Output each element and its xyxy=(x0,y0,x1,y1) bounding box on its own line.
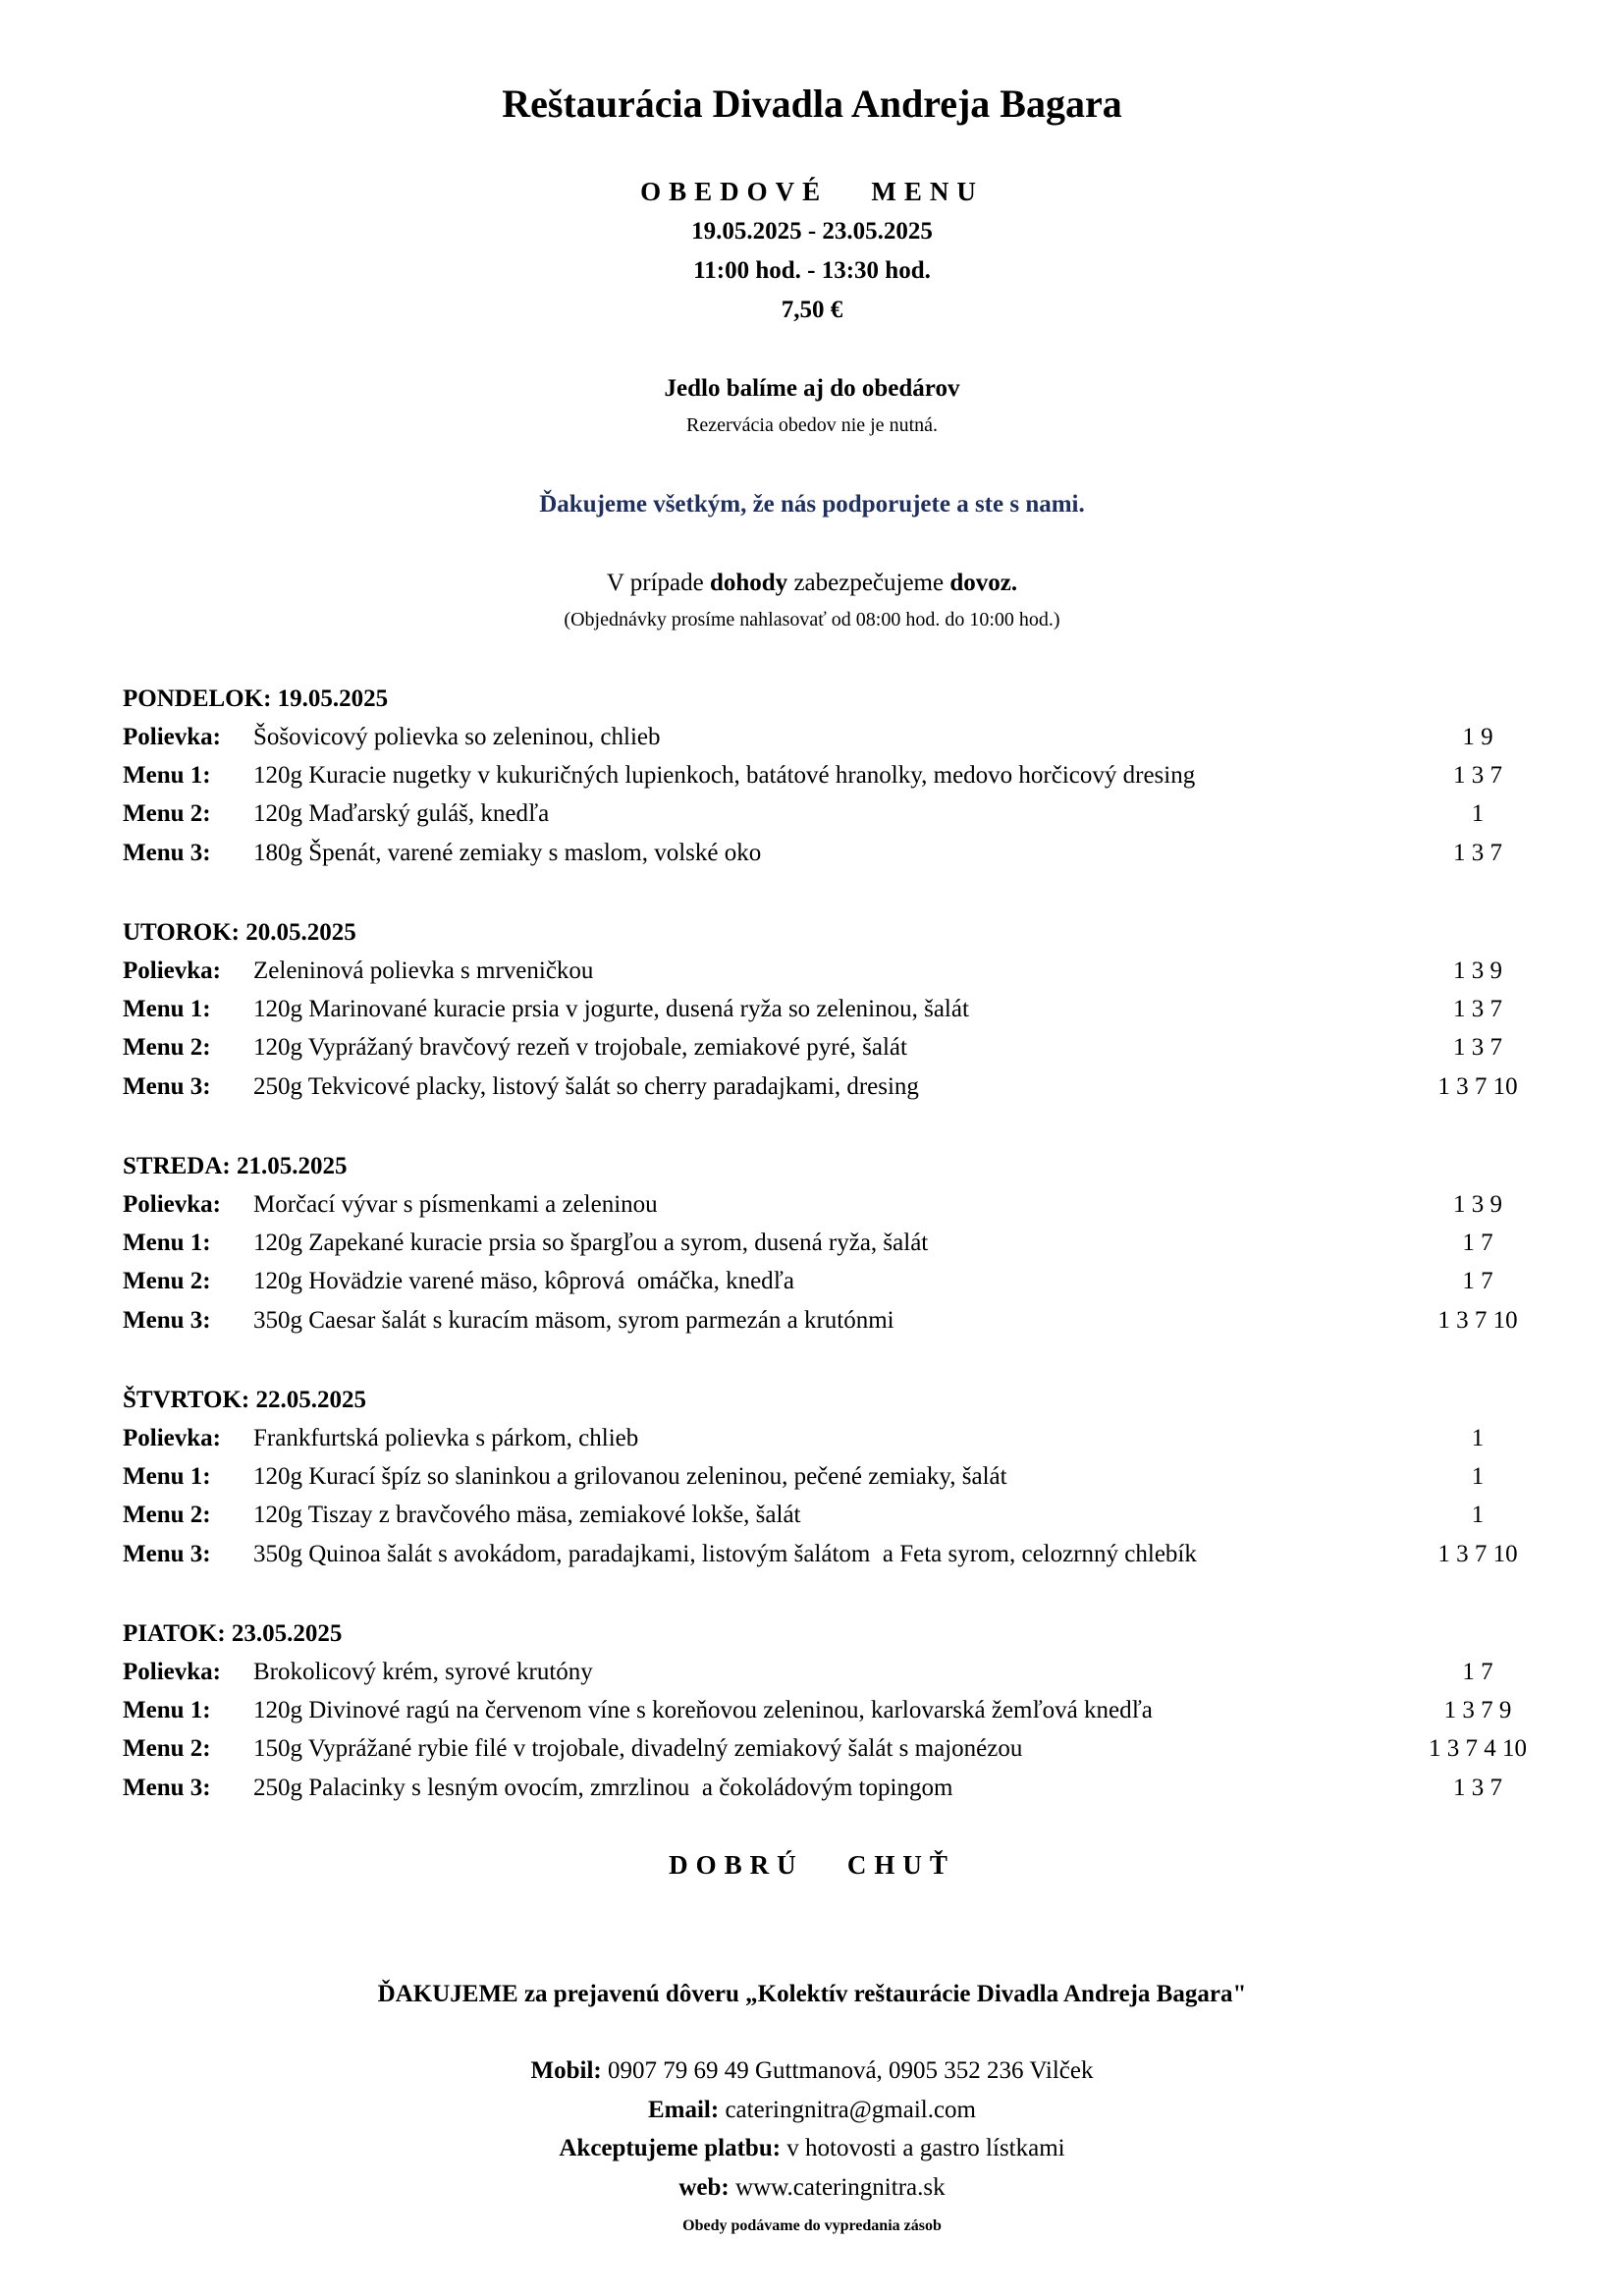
row-allergens: 1 3 7 xyxy=(1453,996,1502,1022)
menu-row xyxy=(0,839,1624,878)
menu-row xyxy=(0,1306,1624,1345)
row-allergens: 1 3 7 4 10 xyxy=(1429,1735,1527,1762)
menu-row xyxy=(0,1540,1624,1579)
contact-web xyxy=(0,2174,1624,2202)
packing-note: Jedlo balíme aj do obedárov xyxy=(664,375,960,402)
web-value: www.cateringnitra.sk xyxy=(735,2174,946,2201)
menu-row xyxy=(0,799,1624,839)
mobile-label: Mobil: xyxy=(530,2057,602,2084)
row-label: Menu 2: xyxy=(123,1502,211,1528)
row-label: Menu 2: xyxy=(123,1735,211,1762)
menu-row xyxy=(0,1774,1624,1813)
menu-row xyxy=(0,1658,1624,1697)
delivery-bold-agreement: dohody xyxy=(709,570,788,596)
menu-row xyxy=(0,1267,1624,1306)
row-allergens: 1 3 7 10 xyxy=(1437,1073,1518,1100)
row-allergens: 1 3 9 xyxy=(1453,957,1502,984)
row-dish: 180g Špenát, varené zemiaky s maslom, volské oko xyxy=(253,840,762,866)
row-dish: Frankfurtská polievka s párkom, chlieb xyxy=(253,1425,639,1451)
row-label: Menu 2: xyxy=(123,800,211,827)
menu-heading: OBEDOVÉ MENU xyxy=(640,177,984,206)
row-allergens: 1 3 7 10 xyxy=(1437,1307,1518,1334)
row-dish: 350g Caesar šalát s kuracím mäsom, syrom parmezán a krutónmi xyxy=(253,1307,894,1334)
row-allergens: 1 3 7 xyxy=(1453,1034,1502,1061)
row-label: Polievka: xyxy=(123,1425,221,1451)
row-dish: Brokolicový krém, syrové krutóny xyxy=(253,1659,593,1685)
bon-appetit: DOBRÚ CHUŤ xyxy=(669,1850,955,1880)
menu-row xyxy=(0,1033,1624,1072)
menu-row xyxy=(0,995,1624,1034)
row-allergens: 1 xyxy=(1471,1425,1485,1451)
day-title: STREDA: 21.05.2025 xyxy=(123,1153,348,1179)
delivery-mid: zabezpečujeme xyxy=(793,570,945,596)
web-label: web: xyxy=(678,2174,730,2201)
row-label: Polievka: xyxy=(123,957,221,984)
row-allergens: 1 3 7 xyxy=(1453,840,1502,866)
delivery-bold-delivery: dovoz. xyxy=(949,570,1018,596)
email-value: cateringnitra@gmail.com xyxy=(725,2097,977,2123)
row-allergens: 1 xyxy=(1471,800,1485,827)
row-allergens: 1 7 xyxy=(1462,1268,1493,1294)
menu-row xyxy=(0,1501,1624,1540)
contact-mobile xyxy=(0,2057,1624,2085)
row-dish: 120g Vyprážaný bravčový rezeň v trojobale, zemiakové pyré, šalát xyxy=(253,1034,907,1061)
row-label: Polievka: xyxy=(123,724,221,750)
row-allergens: 1 3 7 xyxy=(1453,762,1502,789)
row-dish: 120g Kuracie nugetky v kukuričných lupienkoch, batátové hranolky, medovo horčicový dresing xyxy=(253,762,1196,789)
row-label: Menu 3: xyxy=(123,1073,211,1100)
row-allergens: 1 3 7 10 xyxy=(1437,1541,1518,1567)
menu-row xyxy=(0,1072,1624,1112)
payment-info xyxy=(0,2135,1624,2162)
day-title: PONDELOK: 19.05.2025 xyxy=(123,685,389,712)
menu-row xyxy=(0,723,1624,762)
opening-hours: 11:00 hod. - 13:30 hod. xyxy=(693,257,931,284)
payment-value: v hotovosti a gastro lístkami xyxy=(786,2135,1065,2161)
row-dish: Morčací vývar s písmenkami a zeleninou xyxy=(253,1191,658,1218)
row-dish: Zeleninová polievka s mrveničkou xyxy=(253,957,594,984)
row-label: Menu 3: xyxy=(123,1307,211,1334)
menu-row xyxy=(0,1229,1624,1268)
row-allergens: 1 7 xyxy=(1462,1659,1493,1685)
contact-email xyxy=(0,2097,1624,2124)
payment-label: Akceptujeme platbu: xyxy=(559,2135,782,2161)
row-dish: 120g Divinové ragú na červenom víne s koreňovou zeleninou, karlovarská žemľová knedľa xyxy=(253,1697,1153,1723)
day-title: PIATOK: 23.05.2025 xyxy=(123,1620,343,1647)
row-dish: 150g Vyprážané rybie filé v trojobale, divadelný zemiakový šalát s majonézou xyxy=(253,1735,1023,1762)
row-allergens: 1 3 7 xyxy=(1453,1775,1502,1801)
row-dish: Šošovicový polievka so zeleninou, chlieb xyxy=(253,724,661,750)
row-allergens: 1 3 7 9 xyxy=(1443,1697,1512,1723)
day-title: UTOROK: 20.05.2025 xyxy=(123,919,356,946)
row-allergens: 1 9 xyxy=(1462,724,1493,750)
menu-row xyxy=(0,761,1624,800)
row-allergens: 1 3 9 xyxy=(1453,1191,1502,1218)
row-label: Polievka: xyxy=(123,1191,221,1218)
reservation-note: Rezervácia obedov nie je nutná. xyxy=(686,414,938,436)
delivery-prefix: V prípade xyxy=(606,570,704,596)
row-dish: 120g Marinované kuracie prsia v jogurte, dusená ryža so zeleninou, šalát xyxy=(253,996,969,1022)
row-allergens: 1 xyxy=(1471,1502,1485,1528)
row-label: Menu 1: xyxy=(123,762,211,789)
row-label: Menu 1: xyxy=(123,1463,211,1490)
date-range: 19.05.2025 - 23.05.2025 xyxy=(691,218,933,245)
menu-row xyxy=(0,957,1624,996)
row-label: Polievka: xyxy=(123,1659,221,1685)
serving-note: Obedy podávame do vypredania zásob xyxy=(682,2217,942,2234)
menu-price: 7,50 € xyxy=(781,297,843,323)
row-label: Menu 3: xyxy=(123,1541,211,1567)
row-allergens: 1 xyxy=(1471,1463,1485,1490)
row-dish: 120g Kurací špíz so slaninkou a grilovanou zeleninou, pečené zemiaky, šalát xyxy=(253,1463,1007,1490)
row-label: Menu 1: xyxy=(123,1230,211,1256)
orders-note: (Objednávky prosíme nahlasovať od 08:00 hod. do 10:00 hod.) xyxy=(564,609,1060,630)
row-label: Menu 1: xyxy=(123,1697,211,1723)
menu-row xyxy=(0,1734,1624,1774)
row-dish: 250g Tekvicové placky, listový šalát so cherry paradajkami, dresing xyxy=(253,1073,919,1100)
email-label: Email: xyxy=(647,2097,720,2123)
menu-row xyxy=(0,1462,1624,1502)
footer-thanks: ĎAKUJEME za prejavenú dôveru „Kolektív reštaurácie Divadla Andreja Bagara" xyxy=(377,1981,1247,2007)
menu-row xyxy=(0,1190,1624,1230)
row-label: Menu 3: xyxy=(123,840,211,866)
row-label: Menu 3: xyxy=(123,1775,211,1801)
mobile-value: 0907 79 69 49 Guttmanová, 0905 352 236 Vilček xyxy=(607,2057,1094,2084)
row-dish: 350g Quinoa šalát s avokádom, paradajkami, listovým šalátom a Feta syrom, celozrnný chlebík xyxy=(253,1541,1197,1567)
restaurant-title: Reštaurácia Divadla Andreja Bagara xyxy=(502,82,1122,126)
menu-row xyxy=(0,1424,1624,1463)
thanks-support: Ďakujeme všetkým, že nás podporujete a ste s nami. xyxy=(539,491,1085,518)
row-dish: 120g Maďarský guláš, knedľa xyxy=(253,800,550,827)
day-title: ŠTVRTOK: 22.05.2025 xyxy=(123,1387,366,1413)
row-dish: 120g Zapekané kuracie prsia so špargľou a syrom, dusená ryža, šalát xyxy=(253,1230,929,1256)
row-dish: 250g Palacinky s lesným ovocím, zmrzlinou a čokoládovým topingom xyxy=(253,1775,953,1801)
delivery-note xyxy=(0,570,1624,597)
row-dish: 120g Tiszay z bravčového mäsa, zemiakové lokše, šalát xyxy=(253,1502,801,1528)
menu-row xyxy=(0,1696,1624,1735)
row-label: Menu 1: xyxy=(123,996,211,1022)
row-label: Menu 2: xyxy=(123,1034,211,1061)
row-allergens: 1 7 xyxy=(1462,1230,1493,1256)
row-dish: 120g Hovädzie varené mäso, kôprová omáčka, knedľa xyxy=(253,1268,794,1294)
row-label: Menu 2: xyxy=(123,1268,211,1294)
